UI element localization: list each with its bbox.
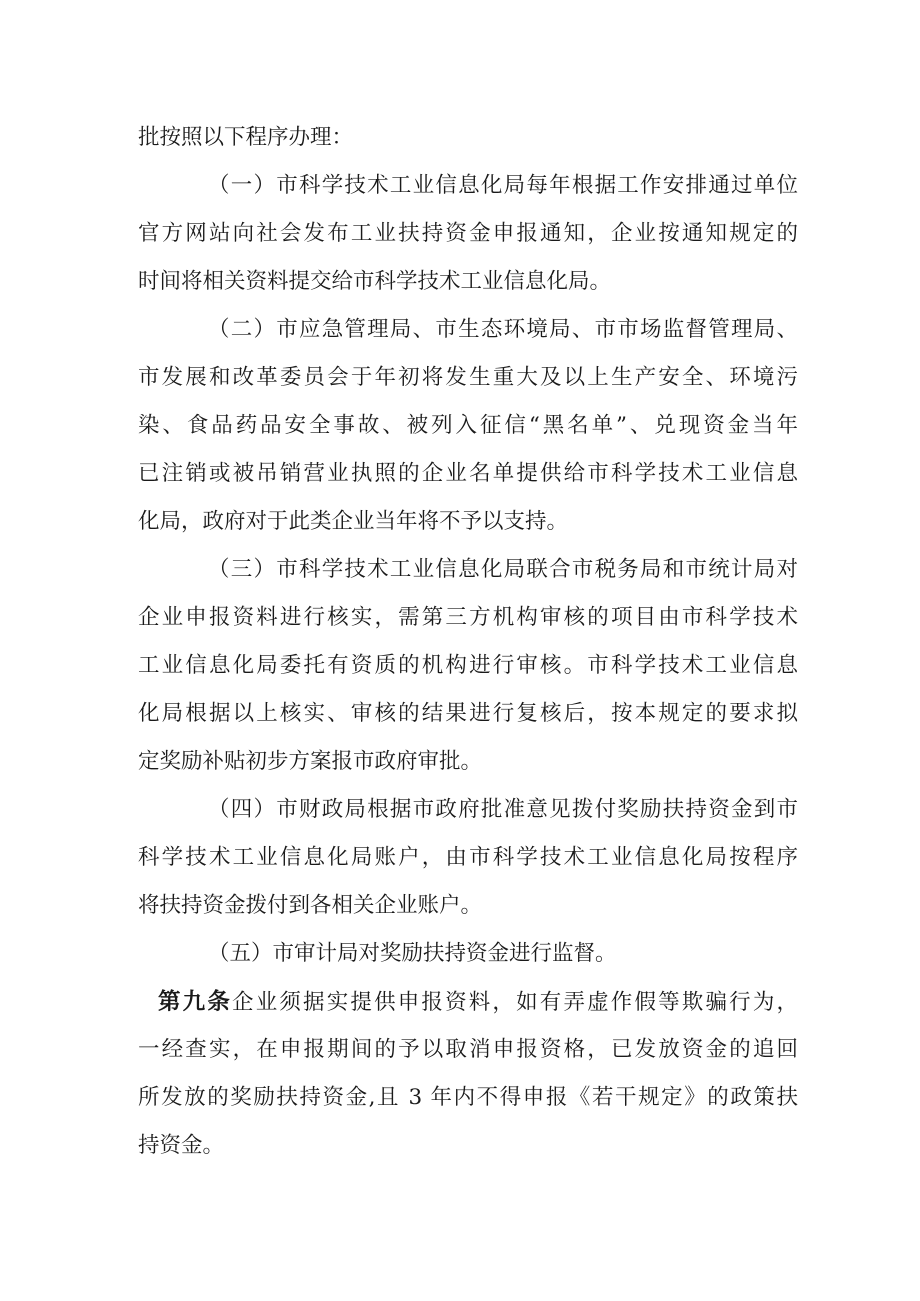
paragraph-line: 定奖励补贴初步方案报市政府审批。 bbox=[138, 749, 483, 774]
paragraph-line: 企业申报资料进行核实，需第三方机构审核的项目由市科学技术 bbox=[138, 605, 798, 630]
paragraph-line: 化局根据以上核实、审核的结果进行复核后，按本规定的要求拟 bbox=[138, 701, 798, 726]
paragraph-line: （三）市科学技术工业信息化局联合市税务局和市统计局对 bbox=[208, 557, 798, 582]
paragraph-line: 时间将相关资料提交给市科学技术工业信息化局。 bbox=[138, 269, 612, 294]
paragraph-line: 染、食品药品安全事故、被列入征信“黑名单”、兑现资金当年 bbox=[138, 413, 798, 438]
paragraph-line: （四）市财政局根据市政府批准意见拨付奖励扶持资金到市 bbox=[208, 797, 798, 822]
paragraph-line: （五）市审计局对奖励扶持资金进行监督。 bbox=[208, 941, 617, 966]
article-9-first-line bbox=[158, 982, 798, 1022]
paragraph-line: 官方网站向社会发布工业扶持资金申报通知，企业按通知规定的 bbox=[138, 221, 798, 246]
paragraph-line: 工业信息化局委托有资质的机构进行审核。市科学技术工业信息 bbox=[138, 653, 798, 678]
paragraph-line: 持资金。 bbox=[138, 1133, 225, 1158]
paragraph-line: 科学技术工业信息化局账户，由市科学技术工业信息化局按程序 bbox=[138, 845, 798, 870]
paragraph-line: 所发放的奖励扶持资金,且 3 年内不得申报《若干规定》的政策扶 bbox=[138, 1085, 798, 1110]
paragraph-line: 一经查实，在申报期间的予以取消申报资格，已发放资金的追回 bbox=[138, 1037, 798, 1062]
paragraph-line: （一）市科学技术工业信息化局每年根据工作安排通过单位 bbox=[208, 173, 798, 198]
paragraph-line: 市发展和改革委员会于年初将发生重大及以上生产安全、环境污 bbox=[138, 365, 798, 390]
paragraph-line: （二）市应急管理局、市生态环境局、市市场监督管理局、 bbox=[208, 317, 798, 342]
paragraph-line: 批按照以下程序办理： bbox=[138, 125, 354, 150]
paragraph-line: 将扶持资金拨付到各相关企业账户。 bbox=[138, 893, 483, 918]
article-heading: 第九条 bbox=[158, 989, 233, 1015]
paragraph-line: 已注销或被吊销营业执照的企业名单提供给市科学技术工业信息 bbox=[138, 461, 798, 486]
paragraph-line: 化局，政府对于此类企业当年将不予以支持。 bbox=[138, 509, 569, 534]
article-text: 企业须据实提供申报资料，如有弄虚作假等欺骗行为， bbox=[232, 990, 798, 1015]
